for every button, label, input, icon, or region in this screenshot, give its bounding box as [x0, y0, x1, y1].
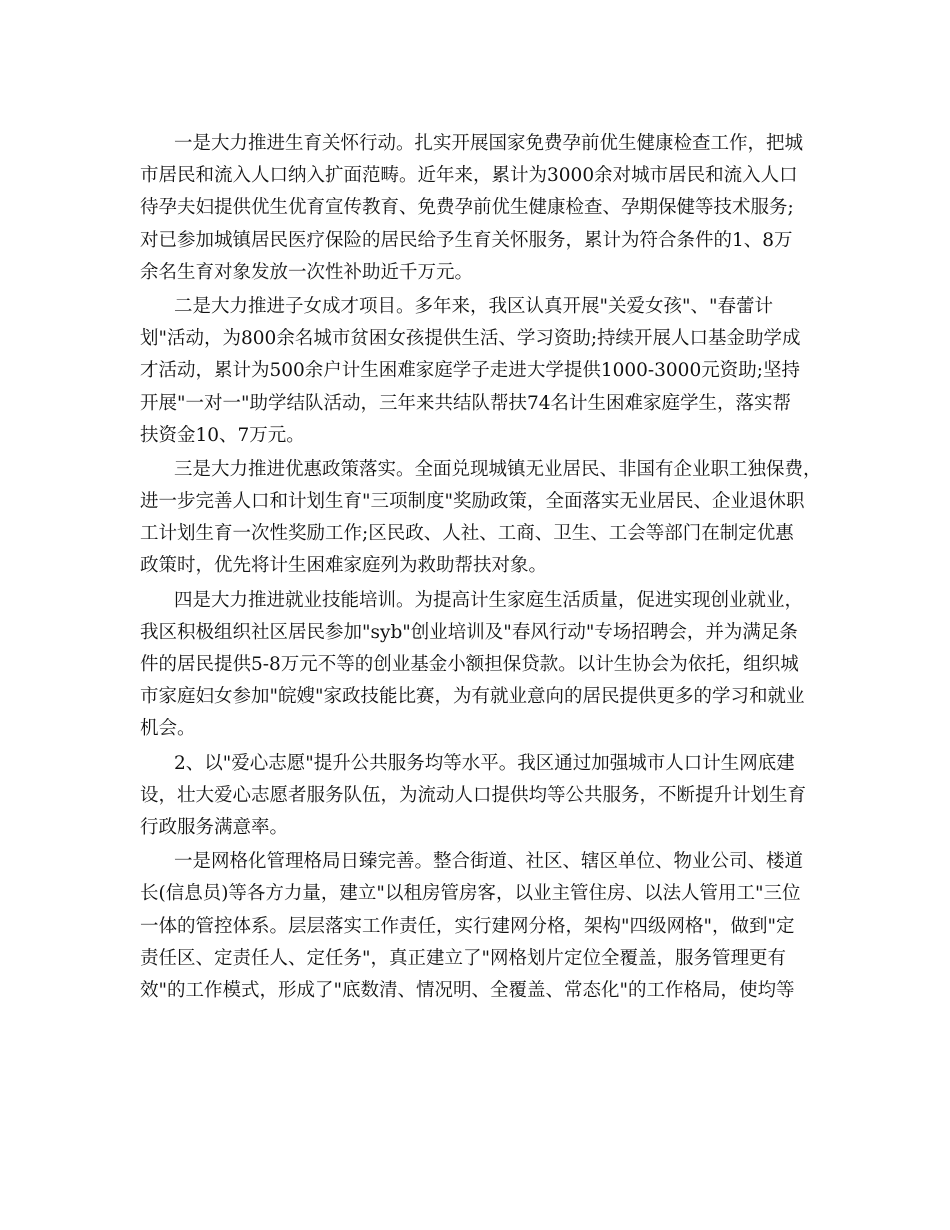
text-line: 责任区、定责任人、定任务"，真正建立了"网格划片定位全覆盖，服务管理更有: [140, 947, 787, 969]
paragraph-volunteer-service: [140, 748, 830, 845]
text-line: 对已参加城镇居民医疗保险的居民给予生育关怀服务，累计为符合条件的1、8万: [140, 229, 793, 251]
text-line: 三是大力推进优惠政策落实。全面兑现城镇无业居民、非国有企业职工独保费，: [174, 458, 822, 480]
paragraph-birth-care: [140, 128, 830, 289]
document-body: [140, 128, 830, 1009]
text-line: 工计划生育一次性奖励工作;区民政、人社、工商、卫生、工会等部门在制定优惠: [140, 523, 794, 545]
text-line: 机会。: [140, 718, 196, 740]
text-line: 扶资金10、7万元。: [140, 424, 305, 446]
text-line: 待孕夫妇提供优生优育宣传教育、免费孕前优生健康检查、孕期保健等技术服务;: [140, 197, 794, 219]
text-line: 进一步完善人口和计划生育"三项制度"奖励政策，全面落实无业居民、企业退休职: [140, 491, 805, 513]
paragraph-preferential-policy: [140, 454, 830, 583]
text-line: 政策时，优先将计生困难家庭列为救助帮扶对象。: [140, 555, 548, 577]
paragraph-employment-training: [140, 585, 830, 746]
paragraph-children-education: [140, 291, 830, 452]
text-line: 2、以"爱心志愿"提升公共服务均等水平。我区通过加强城市人口计生网底建: [174, 752, 795, 774]
text-line: 件的居民提供5-8万元不等的创业基金小额担保贷款。以计生协会为依托，组织城: [140, 654, 799, 675]
text-line: 四是大力推进就业技能培训。为提高计生家庭生活质量，促进实现创业就业，: [174, 589, 804, 611]
text-line: 长(信息员)等各方力量，建立"以租房管房客，以业主管住房、以法人管用工"三位: [140, 883, 801, 905]
text-line: 行政服务满意率。: [140, 816, 289, 838]
paragraph-grid-management: [140, 846, 830, 1007]
text-line: 一是大力推进生育关怀行动。扎实开展国家免费孕前优生健康检查工作，把城: [174, 133, 804, 154]
text-line: 划"活动，为800余名城市贫困女孩提供生活、学习资助;持续开展人口基金助学成: [140, 328, 801, 350]
text-line: 余名生育对象发放一次性补助近千万元。: [140, 261, 474, 283]
text-line: 我区积极组织社区居民参加"syb"创业培训及"春风行动"专场招聘会，并为满足条: [140, 621, 798, 643]
text-line: 设，壮大爱心志愿者服务队伍，为流动人口提供均等公共服务，不断提升计划生育: [140, 784, 807, 806]
text-line: 市家庭妇女参加"皖嫂"家政技能比赛，为有就业意向的居民提供更多的学习和就业: [140, 686, 805, 708]
text-line: 市居民和流入人口纳入扩面范畴。近年来，累计为3000余对城市居民和流入人口: [140, 165, 798, 187]
text-line: 二是大力推进子女成才项目。多年来，我区认真开展"关爱女孩"、"春蕾计: [174, 295, 774, 317]
text-line: 一体的管控体系。层层落实工作责任，实行建网分格，架构"四级网格"，做到"定: [140, 915, 795, 937]
text-line: 开展"一对一"助学结队活动，三年来共结队帮扶74名计生困难家庭学生，落实帮: [140, 392, 792, 414]
text-line: 效"的工作模式，形成了"底数清、情况明、全覆盖、常态化"的工作格局，使均等: [140, 979, 795, 1001]
text-line: 一是网格化管理格局日臻完善。整合街道、社区、辖区单位、物业公司、楼道: [174, 851, 804, 873]
text-line: 才活动，累计为500余户计生困难家庭学子走进大学提供1000-3000元资助;坚持: [140, 360, 800, 382]
